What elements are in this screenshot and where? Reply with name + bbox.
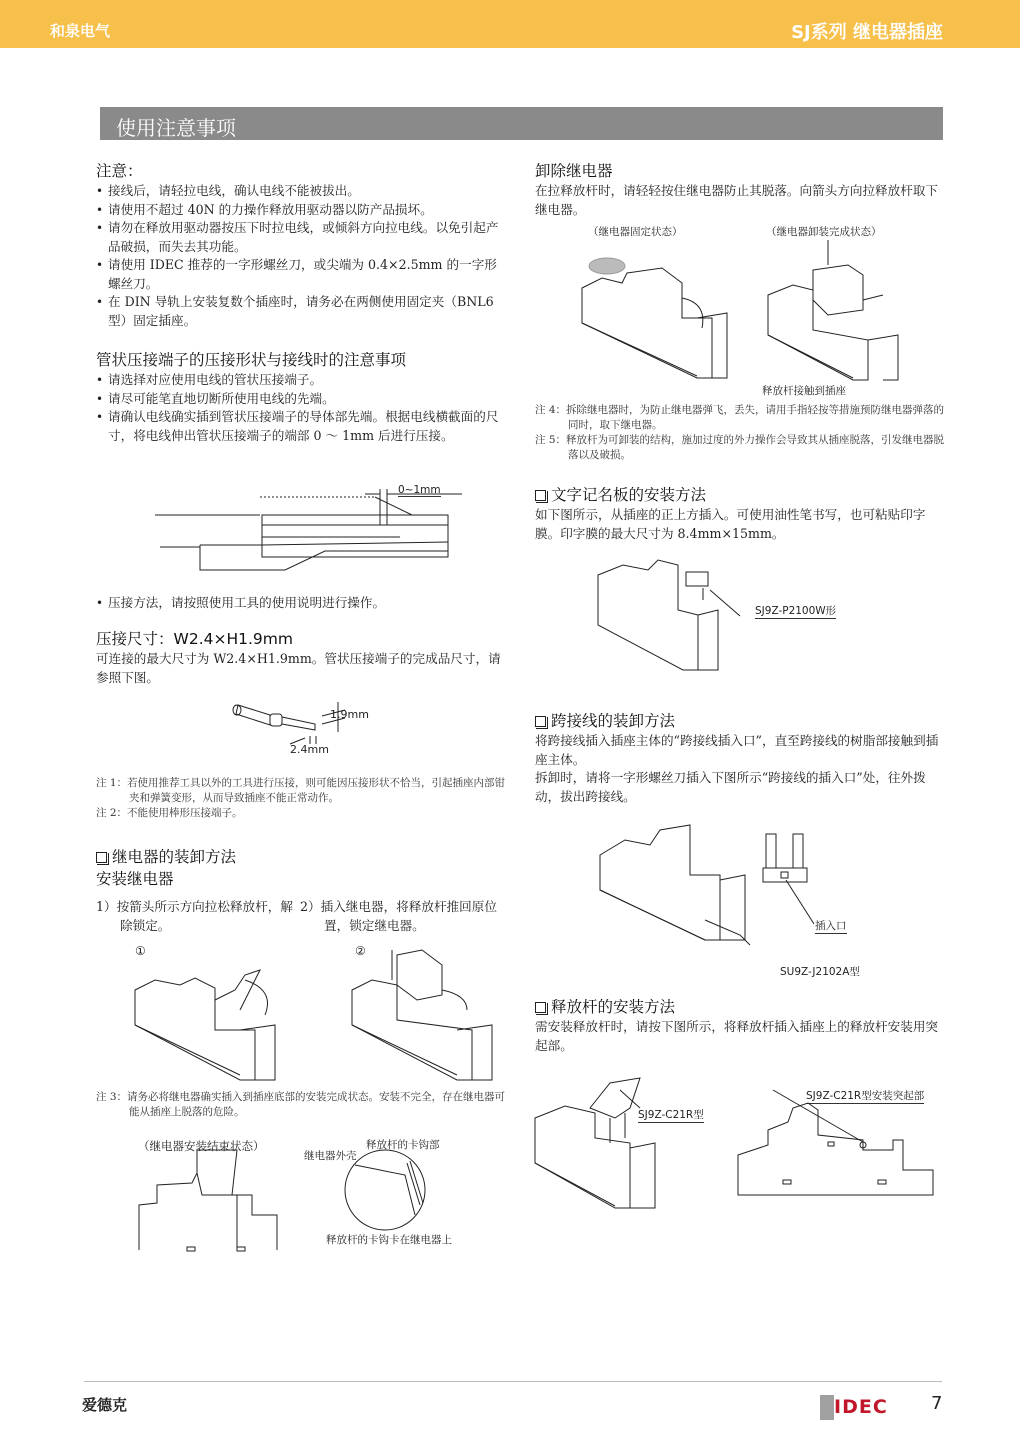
nameplate-model-label: SJ9Z-P2100W形 xyxy=(755,605,837,617)
jumper-block xyxy=(535,710,945,806)
socket-lever-open-illustration xyxy=(135,970,285,1080)
caution-item: • 请使用不超过 40N 的力操作释放用驱动器以防产品损坏。 xyxy=(96,201,506,220)
note-3-block xyxy=(96,1090,506,1120)
ferrule-list xyxy=(96,371,506,445)
nameplate-leader-line xyxy=(710,590,760,620)
figure-1-number: ① xyxy=(135,944,146,958)
page-number: 7 xyxy=(931,1393,943,1414)
jumper-model-label: SU9Z-J2102A型 xyxy=(780,966,860,978)
footer-divider xyxy=(84,1381,942,1382)
caution-title: 注意： xyxy=(96,162,143,180)
lever-title: 释放杆的安装方法 xyxy=(551,998,676,1016)
caution-block xyxy=(96,160,506,330)
jumper-inlet-label: 插入口 xyxy=(815,920,847,932)
crimp-method-text: • 压接方法，请按照使用工具的使用说明进行操作。 xyxy=(96,594,506,613)
remove-relay-title: 卸除继电器 xyxy=(535,162,613,180)
lever-contact-label: 释放杆接触到插座 xyxy=(762,385,846,397)
relay-fixed-illustration xyxy=(582,258,732,378)
nameplate-title: 文字记名板的安装方法 xyxy=(551,486,707,504)
step-2: 2）插入继电器，将释放杆推回原位置，锁定继电器。 xyxy=(300,899,497,933)
hook-engaged-label: 释放杆的卡钩卡在继电器上 xyxy=(326,1234,452,1246)
brand-name: 和泉电气 xyxy=(50,22,111,40)
ferrule-title: 管状压接端子的压接形状与接线时的注意事项 xyxy=(96,351,407,369)
relay-removed-caption: （继电器卸装完成状态） xyxy=(766,226,882,238)
relay-fixed-caption: （继电器固定状态） xyxy=(588,226,683,238)
note-2: 注 2：不能使用棒形压接端子。 xyxy=(96,807,243,819)
section-title: 使用注意事项 xyxy=(116,116,236,140)
section-title-bar xyxy=(100,107,943,140)
header-bar xyxy=(0,0,1020,48)
jumper-text-2: 拆卸时，请将一字形螺丝刀插入下图所示“跨接线的插入口”处，往外拨动，拔出跨接线。 xyxy=(535,770,926,804)
note-1: 注 1：若使用推荐工具以外的工具进行压接，则可能因压接形状不恰当，引起插座内部钳夹和弹簧变形，从而导致插座不能正常动作。 xyxy=(96,777,506,804)
lever-text: 需安装释放杆时，请按下图所示，将释放杆插入插座上的释放杆安装用突起部。 xyxy=(535,1019,938,1053)
relay-shell-label: 继电器外壳 xyxy=(304,1150,357,1162)
idec-logo-mark xyxy=(820,1395,834,1420)
lever-block xyxy=(535,996,945,1055)
relay-removed-illustration xyxy=(768,240,918,380)
ferrule-protrusion-label: 0~1mm xyxy=(398,484,441,496)
nameplate-block xyxy=(535,484,945,543)
nameplate-illustration xyxy=(598,560,728,670)
caution-item: • 在 DIN 导轨上安装复数个插座时，请务必在两侧使用固定夹（BNL6 型）固定插座。 xyxy=(96,293,506,330)
checkbox-bullet-icon xyxy=(535,716,546,727)
crimp-size-block xyxy=(96,628,506,687)
series-title: SJ系列 继电器插座 xyxy=(791,22,943,43)
checkbox-bullet-icon xyxy=(535,490,546,501)
ferrule-crimp-diagram xyxy=(150,485,470,575)
ferrule-item: • 请尽可能笔直地切断所使用电线的先端。 xyxy=(96,390,506,409)
relay-mount-block xyxy=(96,846,506,890)
remove-relay-block xyxy=(535,160,945,219)
dim-width-label: 2.4mm xyxy=(290,743,329,756)
footer-brand: 爱德克 xyxy=(82,1396,128,1414)
idec-logo xyxy=(820,1395,900,1420)
caution-item: • 请使用 IDEC 推荐的一字形螺丝刀，或尖端为 0.4×2.5mm 的一字形螺丝刀。 xyxy=(96,256,506,293)
checkbox-bullet-icon xyxy=(96,852,107,863)
dim-height-label: 1.9mm xyxy=(330,708,369,721)
crimp-notes xyxy=(96,776,506,821)
crimp-size-title: 压接尺寸：W2.4×H1.9mm xyxy=(96,630,293,648)
ferrule-item: • 请确认电线确实插到管状压接端子的导体部先端。根据电线横截面的尺寸，将电线伸出管状压接端子的端部 0 ～ 1mm 后进行压接。 xyxy=(96,408,506,445)
caution-list xyxy=(96,182,506,330)
lever-hook-label: 释放杆的卡钩部 xyxy=(366,1139,440,1151)
figure-2-number: ② xyxy=(355,944,366,958)
installed-state-caption: （继电器安装结束状态） xyxy=(138,1139,265,1153)
relay-mount-title: 继电器的装卸方法 xyxy=(112,848,237,866)
hook-detail-circle xyxy=(345,1155,435,1225)
remove-notes xyxy=(535,403,945,463)
idec-logo-text: IDEC xyxy=(834,1396,888,1418)
socket-relay-insert-illustration xyxy=(352,950,502,1080)
note-3: 注 3：请务必将继电器确实插入到插座底部的安装完成状态。安装不完全，存在继电器可能从插座上脱落的危险。 xyxy=(96,1091,506,1118)
ferrule-block xyxy=(96,349,506,445)
crimp-size-text: 可连接的最大尺寸为 W2.4×H1.9mm。管状压接端子的完成品尺寸，请参照下图。 xyxy=(96,651,501,685)
lever-boss-side-view xyxy=(738,1100,943,1200)
nameplate-text: 如下图所示，从插座的正上方插入。可使用油性笔书写，也可粘贴印字膜。印字膜的最大尺寸为 8.4mm×15mm。 xyxy=(535,507,926,541)
jumper-socket-illustration xyxy=(600,825,750,945)
caution-item: • 接线后，请轻拉电线，确认电线不能被拔出。 xyxy=(96,182,506,201)
lever-model-label: SJ9Z-C21R型 xyxy=(638,1109,704,1121)
install-relay-subtitle: 安装继电器 xyxy=(96,870,174,888)
ferrule-item: • 请选择对应使用电线的管状压接端子。 xyxy=(96,371,506,390)
remove-relay-text: 在拉释放杆时，请轻轻按住继电器防止其脱落。向箭头方向拉释放杆取下继电器。 xyxy=(535,183,938,217)
jumper-text-1: 将跨接线插入插座主体的“跨接线插入口”，直至跨接线的树脂部接触到插座主体。 xyxy=(535,733,939,767)
installed-relay-side-view xyxy=(137,1155,287,1250)
lever-boss-label: SJ9Z-C21R型安装突起部 xyxy=(806,1090,925,1102)
note-5: 注 5：释放杆为可卸装的结构，施加过度的外力操作会导致其从插座脱落，引发继电器脱落以及破损。 xyxy=(535,434,945,461)
caution-item: • 请勿在释放用驱动器按压下时拉电线，或倾斜方向拉电线。以免引起产品破损，而失去其功能。 xyxy=(96,219,506,256)
checkbox-bullet-icon xyxy=(535,1002,546,1013)
crimp-method xyxy=(96,594,506,613)
note-4: 注 4：拆除继电器时，为防止继电器弹飞，丢失，请用手指轻按等措施预防继电器弹落的同时，取下继电器。 xyxy=(535,404,945,431)
step-1: 1）按箭头所示方向拉松释放杆，解除锁定。 xyxy=(96,899,293,933)
jumper-title: 跨接线的装卸方法 xyxy=(551,712,676,730)
